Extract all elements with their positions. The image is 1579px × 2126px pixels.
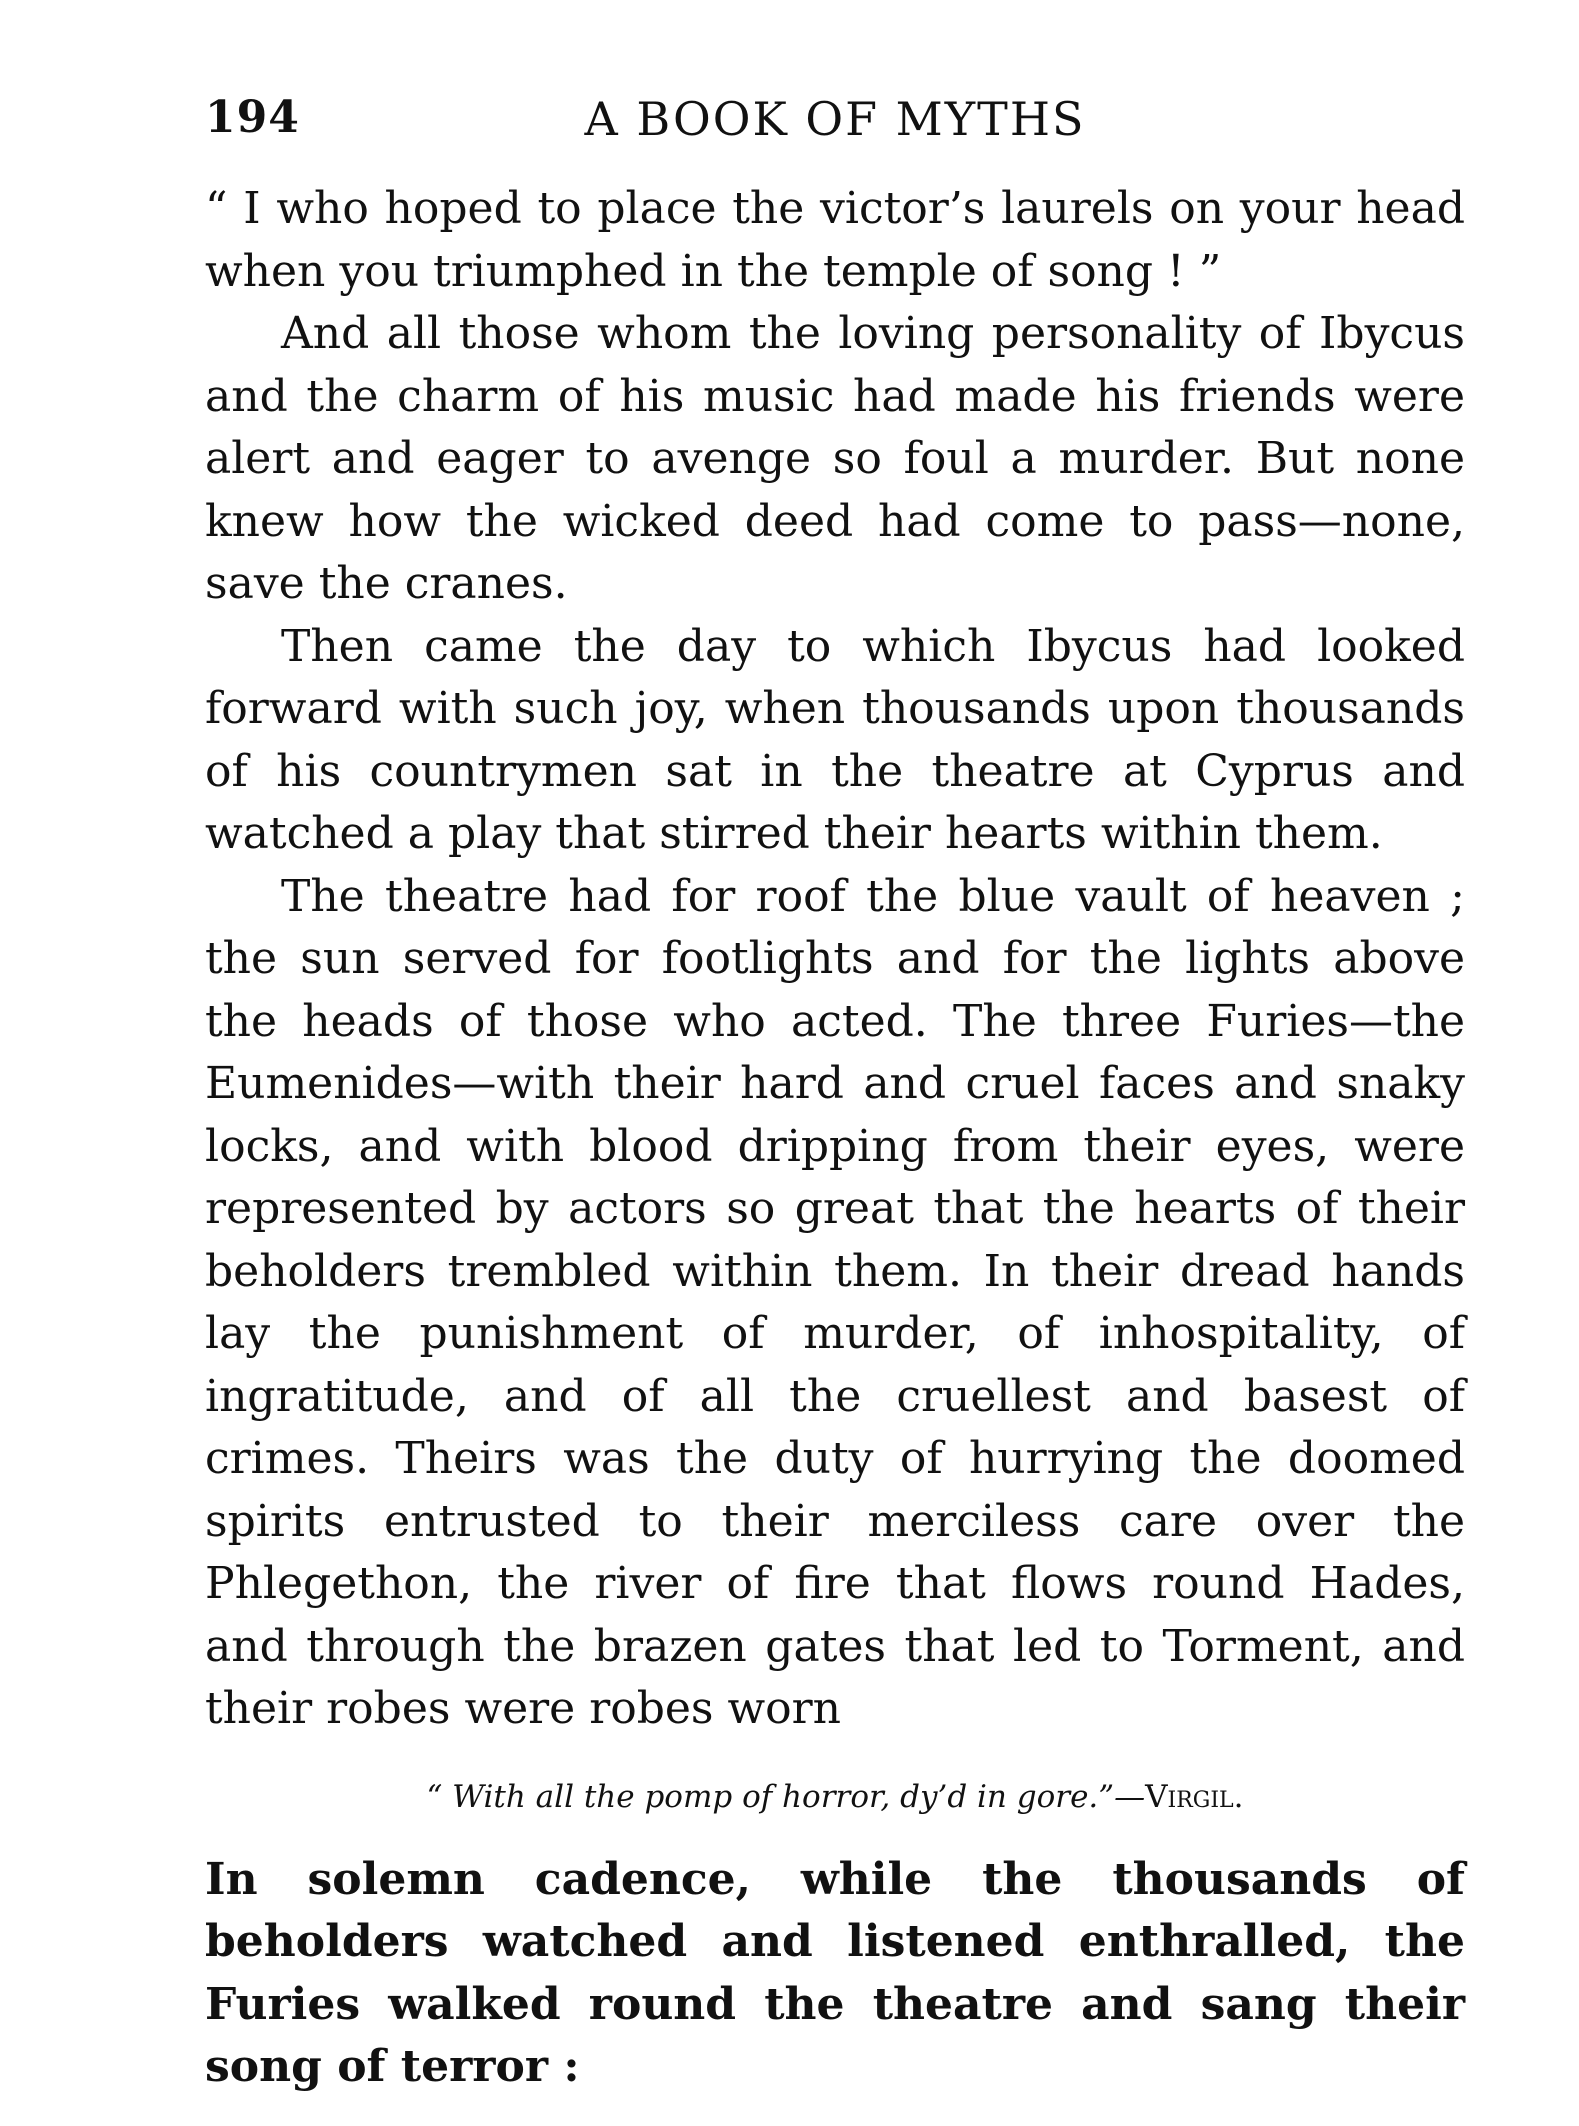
quote-attribution: Virgil. [1145, 1778, 1244, 1815]
page-header [205, 92, 1465, 152]
paragraph-4: The theatre had for roof the blue vault of heaven ; the sun served for footlights and for the lights above the heads of those who acted. The three Furies—the Eumenides—with their hard and cruel faces and snaky locks, and with blood dripping from their eyes, were represented by actors so great that the hearts of their beholders trembled within them. In their dread hands lay the punishment of murder, of inhospitality, of ingratitude, and of all the cruellest and basest of crimes. Theirs was the duty of hurrying the doomed spirits entrusted to their merciless care over the Phlegethon, the river of fire that flows round Hades, and through the brazen gates that led to Torment, and their robes were robes worn [205, 870, 1465, 1734]
paragraph-2: And all those whom the loving personality of Ibycus and the charm of his music had made his friends were alert and eager to avenge so foul a murder. But none knew how the wicked deed had come to pass—none, save the cranes. [205, 308, 1465, 609]
running-title: A BOOK OF MYTHS [584, 92, 1086, 146]
body-text [205, 178, 1465, 2099]
page-number: 194 [205, 92, 300, 143]
paragraph-3: Then came the day to which Ibycus had looked forward with such joy, when thousands upon thousands of his countrymen sat in the theatre at Cyprus and watched a play that stirred their hearts within them. [205, 620, 1465, 859]
block-quote [205, 1773, 1465, 1821]
paragraph-5: In solemn cadence, while the thousands of beholders watched and listened enthralled, the Furies walked round the theatre and sang their song of terror : [205, 1853, 1465, 2092]
paragraph-1: “ I who hoped to place the victor’s laurels on your head when you triumphed in the temple of song ! ” [205, 183, 1465, 297]
quote-text: “ With all the pomp of horror, dy’d in gore.”— [426, 1778, 1146, 1815]
